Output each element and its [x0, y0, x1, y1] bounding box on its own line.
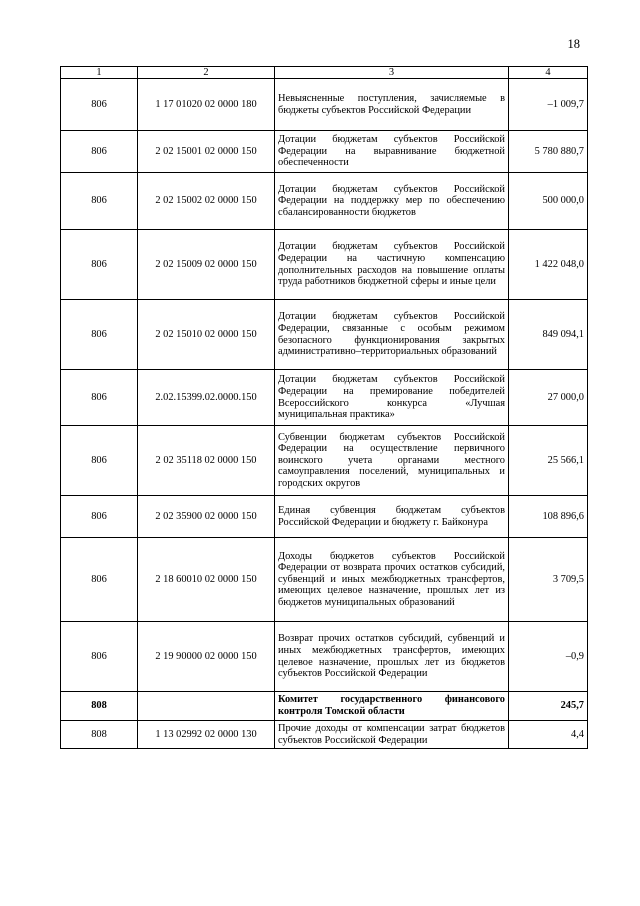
income-name-cell: Доходы бюджетов субъектов Российской Федерации от возврата прочих остатков субсидий, субвенций и иных межбюджетных трансфертов, имеющих целевое назначение, прошлых лет из бюджетов муниципальных образований — [275, 538, 509, 622]
admin-code-cell: 806 — [61, 79, 138, 131]
income-name-cell: Прочие доходы от компенсации затрат бюджетов субъектов Российской Федерации — [275, 721, 509, 749]
amount-cell: 3 709,5 — [509, 538, 588, 622]
budget-code-cell: 2 02 15002 02 0000 150 — [138, 173, 275, 230]
budget-code-cell — [138, 692, 275, 721]
table-row — [61, 538, 588, 622]
table-row — [61, 230, 588, 300]
budget-code-cell: 1 13 02992 02 0000 130 — [138, 721, 275, 749]
admin-code-cell: 806 — [61, 131, 138, 173]
amount-cell: 5 780 880,7 — [509, 131, 588, 173]
budget-code-cell: 2.02.15399.02.0000.150 — [138, 370, 275, 426]
amount-cell: 849 094,1 — [509, 300, 588, 370]
admin-code-cell: 806 — [61, 426, 138, 496]
admin-code-cell: 806 — [61, 622, 138, 692]
admin-code-cell: 808 — [61, 721, 138, 749]
budget-code-cell: 2 02 15001 02 0000 150 — [138, 131, 275, 173]
budget-code-cell: 2 02 15009 02 0000 150 — [138, 230, 275, 300]
budget-code-cell: 2 19 90000 02 0000 150 — [138, 622, 275, 692]
amount-cell: 27 000,0 — [509, 370, 588, 426]
column-header: 1 — [61, 67, 138, 79]
budget-code-cell: 1 17 01020 02 0000 180 — [138, 79, 275, 131]
table-row — [61, 173, 588, 230]
table-row-section — [61, 692, 588, 721]
budget-code-cell: 2 02 35118 02 0000 150 — [138, 426, 275, 496]
table-row — [61, 131, 588, 173]
amount-cell: 4,4 — [509, 721, 588, 749]
income-name-cell: Комитет государственного финансового контроля Томской области — [275, 692, 509, 721]
page-number: 18 — [567, 37, 580, 51]
table-row — [61, 370, 588, 426]
income-name-cell: Дотации бюджетам субъектов Российской Федерации на выравнивание бюджетной обеспеченности — [275, 131, 509, 173]
income-name-cell: Дотации бюджетам субъектов Российской Федерации, связанные с особым режимом безопасного функционирования закрытых административно–территориальных образований — [275, 300, 509, 370]
table-row — [61, 721, 588, 749]
table-row — [61, 300, 588, 370]
income-name-cell: Дотации бюджетам субъектов Российской Федерации на частичную компенсацию дополнительных расходов на повышение оплаты труда работников бюджетной сферы и иные цели — [275, 230, 509, 300]
admin-code-cell: 806 — [61, 538, 138, 622]
budget-code-cell: 2 02 15010 02 0000 150 — [138, 300, 275, 370]
amount-cell: 500 000,0 — [509, 173, 588, 230]
table-row — [61, 426, 588, 496]
income-name-cell: Дотации бюджетам субъектов Российской Федерации на премирование победителей Всероссийского конкурса «Лучшая муниципальная практика» — [275, 370, 509, 426]
admin-code-cell: 808 — [61, 692, 138, 721]
column-header: 3 — [275, 67, 509, 79]
admin-code-cell: 806 — [61, 230, 138, 300]
budget-code-cell: 2 02 35900 02 0000 150 — [138, 496, 275, 538]
revenue-table — [60, 66, 588, 749]
income-name-cell: Возврат прочих остатков субсидий, субвенций и иных межбюджетных трансфертов, имеющих целевое назначение, прошлых лет из бюджетов субъектов Российской Федерации — [275, 622, 509, 692]
amount-cell: 108 896,6 — [509, 496, 588, 538]
admin-code-cell: 806 — [61, 370, 138, 426]
amount-cell: 1 422 048,0 — [509, 230, 588, 300]
table-row — [61, 79, 588, 131]
table-row — [61, 496, 588, 538]
column-header: 4 — [509, 67, 588, 79]
income-name-cell: Субвенции бюджетам субъектов Российской Федерации на осуществление первичного воинского учета органами местного самоуправления поселений, муниципальных и городских округов — [275, 426, 509, 496]
amount-cell: 245,7 — [509, 692, 588, 721]
admin-code-cell: 806 — [61, 496, 138, 538]
admin-code-cell: 806 — [61, 300, 138, 370]
amount-cell: 25 566,1 — [509, 426, 588, 496]
column-header: 2 — [138, 67, 275, 79]
budget-code-cell: 2 18 60010 02 0000 150 — [138, 538, 275, 622]
admin-code-cell: 806 — [61, 173, 138, 230]
table-header-row — [61, 67, 588, 79]
amount-cell: –0,9 — [509, 622, 588, 692]
income-name-cell: Дотации бюджетам субъектов Российской Федерации на поддержку мер по обеспечению сбалансированности бюджетов — [275, 173, 509, 230]
table-row — [61, 622, 588, 692]
income-name-cell: Единая субвенция бюджетам субъектов Российской Федерации и бюджету г. Байконура — [275, 496, 509, 538]
amount-cell: –1 009,7 — [509, 79, 588, 131]
income-name-cell: Невыясненные поступления, зачисляемые в бюджеты субъектов Российской Федерации — [275, 79, 509, 131]
